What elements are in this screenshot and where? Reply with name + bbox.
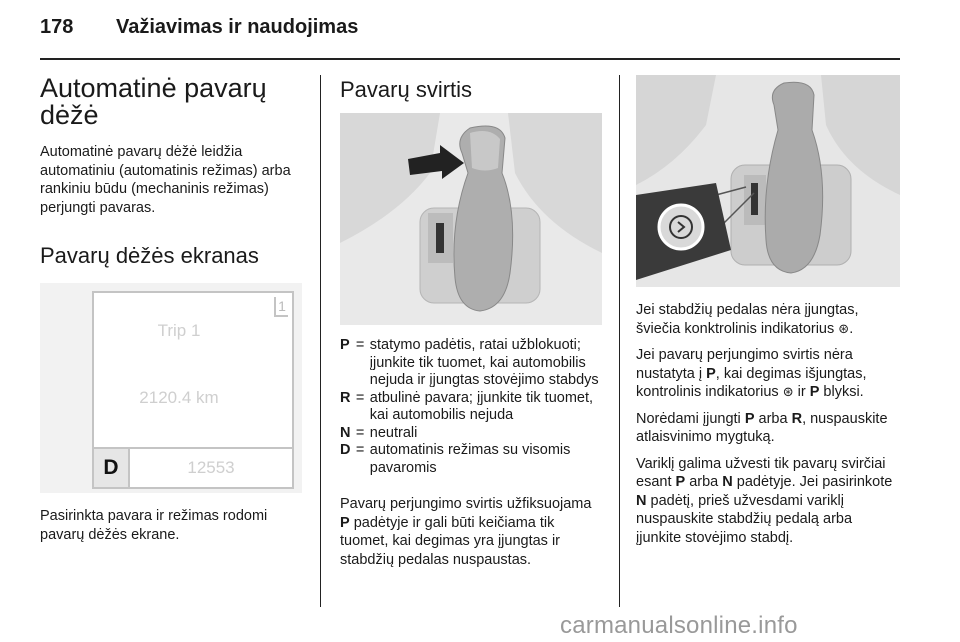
display-heading: Pavarų dėžės ekranas (40, 243, 259, 268)
lever-with-indicator-illustration (636, 75, 900, 287)
page-number: 178 (40, 16, 74, 38)
gear-position-r: R = atbulinė pavara; įjunkite tik tuomet, kai automobilis nejuda (340, 389, 594, 423)
selector-lever-figure (340, 113, 602, 325)
gear-position-p: P = statymo padėtis, ratai užblokuoti; įjunkite tik tuomet, kai automobilis nejuda ir įjungtas stovėjimo stabdys (340, 337, 599, 388)
brake-pedal-indicator-icon: ⊛ (838, 320, 850, 336)
column-1 (40, 75, 302, 544)
start-paragraph: Variklį galima užvesti tik pavarų svirčiai esant P arba N padėtyje. Jei pasirinkote N padėtį, prieš užvesdami variklį nuspauskite stabdžių pedalą arba įjunkite stovėjimo stabdį. (636, 455, 893, 546)
blink-paragraph: Jei pavarų perjungimo svirtis nėra nustatyta į P, kai degimas išjungtas, kontrolinis indikatorius ⊛ ir P blyksi. (636, 347, 867, 400)
column-3 (636, 75, 900, 547)
gear-position-d: D = automatinis režimas su visomis pavaromis (340, 442, 571, 476)
gear-position-n: N = neutrali (340, 424, 418, 441)
section-title: Važiavimas ir naudojimas (116, 16, 359, 38)
lock-note: Pavarų perjungimo svirtis užfiksuojama P padėtyje ir gali būti keičiama tik tuomet, kai degimas yra įjungtas ir stabdžių pedalas nuspaustas. (340, 496, 592, 568)
selector-heading: Pavarų svirtis (340, 77, 473, 102)
display-caption: Pasirinkta pavara ir režimas rodomi pavarų dėžės ekrane. (40, 508, 268, 543)
brake-instructions (636, 301, 900, 547)
column-2 (340, 75, 602, 569)
trip-distance: 2120.4 km (139, 388, 219, 407)
gear-positions-list (340, 337, 602, 477)
transmission-display (92, 291, 294, 489)
trip-tag-icon: 1 (274, 297, 288, 317)
header-rule (40, 58, 900, 60)
selector-lever-illustration (340, 113, 602, 325)
column-divider-1 (320, 75, 321, 607)
odometer-value: 12553 (187, 458, 235, 477)
brake-indicator-figure (636, 75, 900, 287)
chapter-title: Automatinė pavarų dėžė (40, 73, 267, 130)
brake-pedal-indicator-icon: ⊛ (782, 384, 794, 399)
intro-paragraph: Automatinė pavarų dėžė leidžia automatiniu (automatinis režimas) arba rankiniu būdu (mechaninis režimas) perjungti pavaras. (40, 144, 291, 216)
release-paragraph: Norėdami įjungti P arba R, nuspauskite atlaisvinimo mygtuką. (636, 410, 888, 445)
watermark: carmanualsonline.info (560, 612, 798, 639)
transmission-display-figure (40, 283, 302, 493)
column-divider-2 (619, 75, 620, 607)
gear-indicator: D (94, 449, 128, 487)
page-header (40, 12, 900, 58)
trip-label: Trip 1 (157, 321, 201, 340)
indicator-paragraph: Jei stabdžių pedalas nėra įjungtas, šviečia konktrolinis indikatorius ⊛. (636, 302, 859, 337)
